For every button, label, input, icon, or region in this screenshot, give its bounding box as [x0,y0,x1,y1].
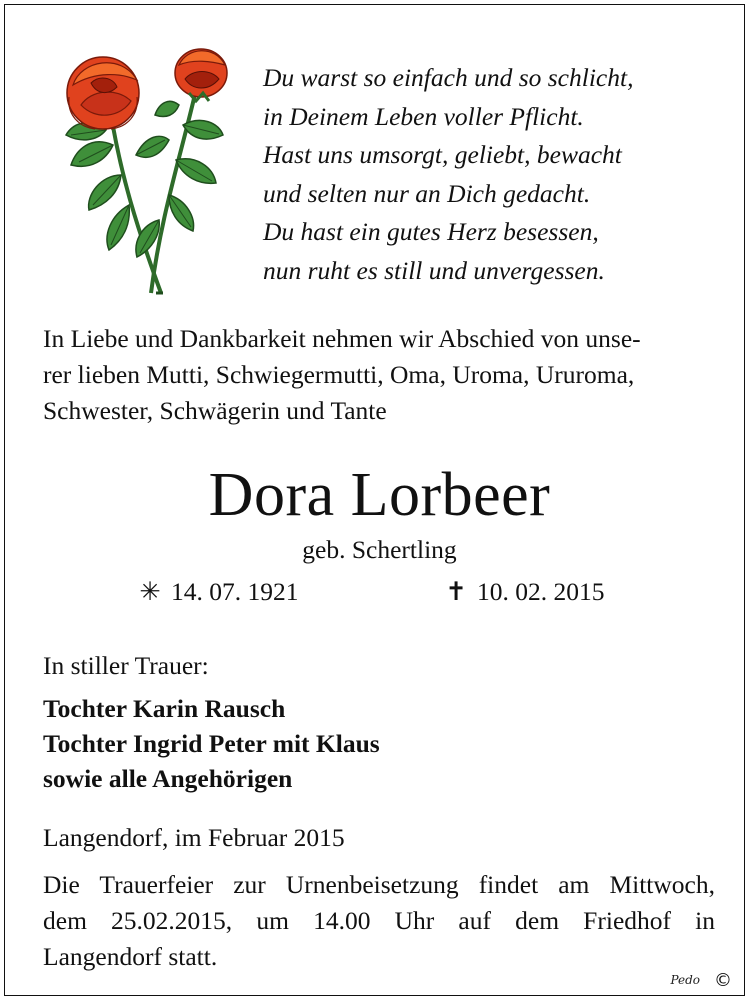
poem-line: Du hast ein gutes Herz besessen, [263,217,599,247]
relative-item: Tochter Ingrid Peter mit Klaus [43,729,380,758]
poem [263,59,733,291]
poem-line: Du warst so einfach und so schlicht, [263,63,634,92]
intro-line: rer lieben Mutti, Schwiegermutti, Oma, Uroma, Ururoma, [43,360,635,389]
funeral-info [43,867,715,975]
poem-line: Hast uns umsorgt, geliebt, bewacht [263,140,622,170]
obituary-frame [4,4,745,996]
copyright-icon: © [714,970,732,991]
designer-signature: Pedo [670,973,700,987]
relative-item: sowie alle Angehörigen [43,764,293,793]
funeral-line: dem 25.02.2015, um 14.00 Uhr auf dem Friedhof in [43,906,715,935]
death-cross-icon: ✝ [445,577,467,606]
intro-line: In Liebe und Dankbarkeit nehmen wir Abschied von unse- [43,324,641,353]
relatives-list [43,691,380,796]
place-date: Langendorf, im Februar 2015 [43,823,345,852]
mourning-label: In stiller Trauer: [43,651,209,680]
birth-date: 14. 07. 1921 [171,577,299,606]
deceased-name: Dora Lorbeer [208,461,551,529]
poem-line: und selten nur an Dich gedacht. [263,178,591,208]
intro-line: Schwester, Schwägerin und Tante [43,396,387,425]
roses-illustration [51,35,241,297]
birth-star-icon: ✳ [139,577,161,606]
relative-item: Tochter Karin Rausch [43,694,286,723]
death-date: 10. 02. 2015 [477,577,605,606]
maiden-name: geb. Schertling [302,535,457,564]
death-date-line [443,575,605,609]
birth-date-line [137,575,299,609]
intro-text [43,321,715,429]
poem-line: nun ruht es still und unvergessen. [263,255,605,285]
poem-line: in Deinem Leben voller Pflicht. [263,101,584,131]
funeral-line: Die Trauerfeier zur Urnenbeisetzung findet am Mittwoch, [43,870,715,899]
funeral-line: Langendorf statt. [43,942,218,971]
